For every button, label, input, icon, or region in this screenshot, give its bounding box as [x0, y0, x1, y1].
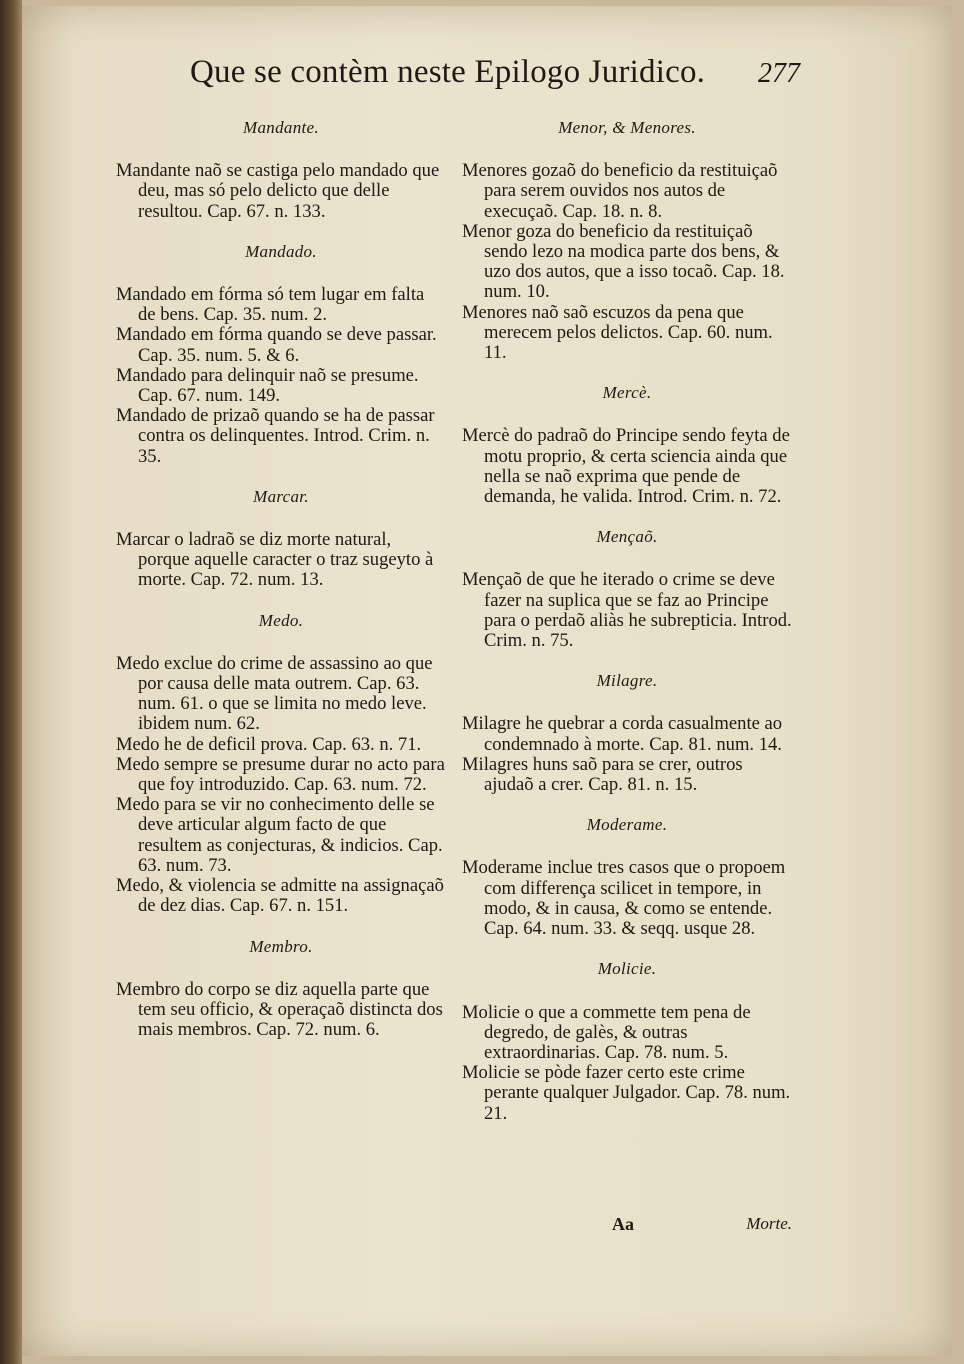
index-entry: Milagres huns saõ para se crer, outros ajudaõ a crer. Cap. 81. n. 15. — [462, 753, 743, 796]
index-entry: Medo sempre se presume durar no acto para que foy introduzido. Cap. 63. num. 72. — [116, 753, 445, 796]
page-header — [190, 54, 800, 100]
index-entry: Mandado em fórma quando se deve passar. Cap. 35. num. 5. & 6. — [116, 324, 437, 366]
right-column — [462, 118, 792, 1124]
running-title: Que se contèm neste Epilogo Juridico. — [190, 54, 706, 90]
index-entry: Mandado em fórma só tem lugar em falta de bens. Cap. 35. num. 2. — [116, 284, 425, 326]
section-heading: Moderame. — [586, 815, 668, 835]
page-footer — [612, 1214, 792, 1240]
index-entry: Medo para se vir no conhecimento delle se deve articular algum facto de que resultem as conjecturas, & indicios. Cap. 63. num. 73. — [116, 794, 443, 876]
index-entry: Menor goza do beneficio da restituiçaõ sendo lezo na modica parte dos bens, & uzo dos autos, que a isso tocaõ. Cap. 18. num. 10. — [462, 220, 785, 303]
index-entry: Menores gozaõ do beneficio da restituiçaõ para serem ouvidos nos autos de execuçaõ. Cap. 18. n. 8. — [462, 160, 778, 222]
section-heading: Mercè. — [602, 383, 652, 403]
page-number: 277 — [758, 58, 800, 89]
catchword: Morte. — [746, 1214, 792, 1233]
index-entry: Medo, & violencia se admitte na assignaçaõ de dez dias. Cap. 67. n. 151. — [116, 875, 444, 917]
index-entry: Membro do corpo se diz aquella parte que tem seu officio, & operaçaõ distincta dos mais membros. Cap. 72. num. 6. — [116, 978, 443, 1041]
index-entry: Molicie se pòde fazer certo este crime perante qualquer Julgador. Cap. 78. num. 21. — [462, 1062, 791, 1124]
section-heading: Menor, & Menores. — [558, 118, 696, 137]
section-heading: Mandante. — [243, 118, 319, 137]
signature-mark: Aa — [612, 1214, 634, 1234]
section-heading: Membro. — [249, 936, 313, 956]
section-heading: Medo. — [258, 610, 304, 630]
book-gutter — [0, 0, 22, 1364]
index-entry: Medo exclue do crime de assassino ao que por causa delle mata outrem. Cap. 63. num. 61. o que se limita no medo leve. ibidem num. 62. — [116, 652, 433, 735]
section-heading: Mandado. — [245, 241, 317, 261]
index-entry: Moderame inclue tres casos que o propoem com differença scilicet in tempore, in modo, & in causa, & como se entende. Cap. 64. num. 33. & seqq. usque 28. — [462, 857, 786, 940]
left-column — [116, 118, 446, 1040]
index-entry: Mandante naõ se castiga pelo mandado que deu, mas só pelo delicto que delle resultou. Cap. 67. n. 133. — [116, 160, 440, 222]
index-entry: Mandado para delinquir naõ se presume. Cap. 67. num. 149. — [116, 364, 419, 407]
index-entry: Mandado de prizaõ quando se ha de passar contra os delinquentes. Introd. Crim. n. 35. — [116, 405, 435, 467]
index-entry: Mercè do padraõ do Principe sendo feyta de motu proprio, & certa sciencia ainda que nella se naõ exprima que pende de demanda, he valida. Introd. Crim. n. 72. — [462, 425, 790, 508]
index-entry: Marcar o ladraõ se diz morte natural, porque aquelle caracter o traz sugeyto à morte. Cap. 72. num. 13. — [116, 529, 434, 591]
index-entry: Molicie o que a commette tem pena de degredo, de galès, & outras extraordinarias. Cap. 78. num. 5. — [462, 1001, 751, 1063]
index-entry: Milagre he quebrar a corda casualmente ao condemnado à morte. Cap. 81. num. 14. — [462, 713, 783, 755]
section-heading: Marcar. — [253, 486, 309, 506]
index-entry: Menores naõ saõ escuzos da pena que merecem pelos delictos. Cap. 60. num. 11. — [462, 301, 773, 364]
section-heading: Molicie. — [597, 959, 657, 979]
section-heading: Mençaõ. — [596, 527, 658, 547]
index-entry: Mençaõ de que he iterado o crime se deve fazer na suplica que se faz ao Principe para o perdaõ aliàs he subrepticia. Introd. Crim. n. 75. — [462, 569, 792, 652]
section-heading: Milagre. — [596, 671, 658, 691]
index-entry: Medo he de deficil prova. Cap. 63. n. 71. — [116, 733, 422, 755]
